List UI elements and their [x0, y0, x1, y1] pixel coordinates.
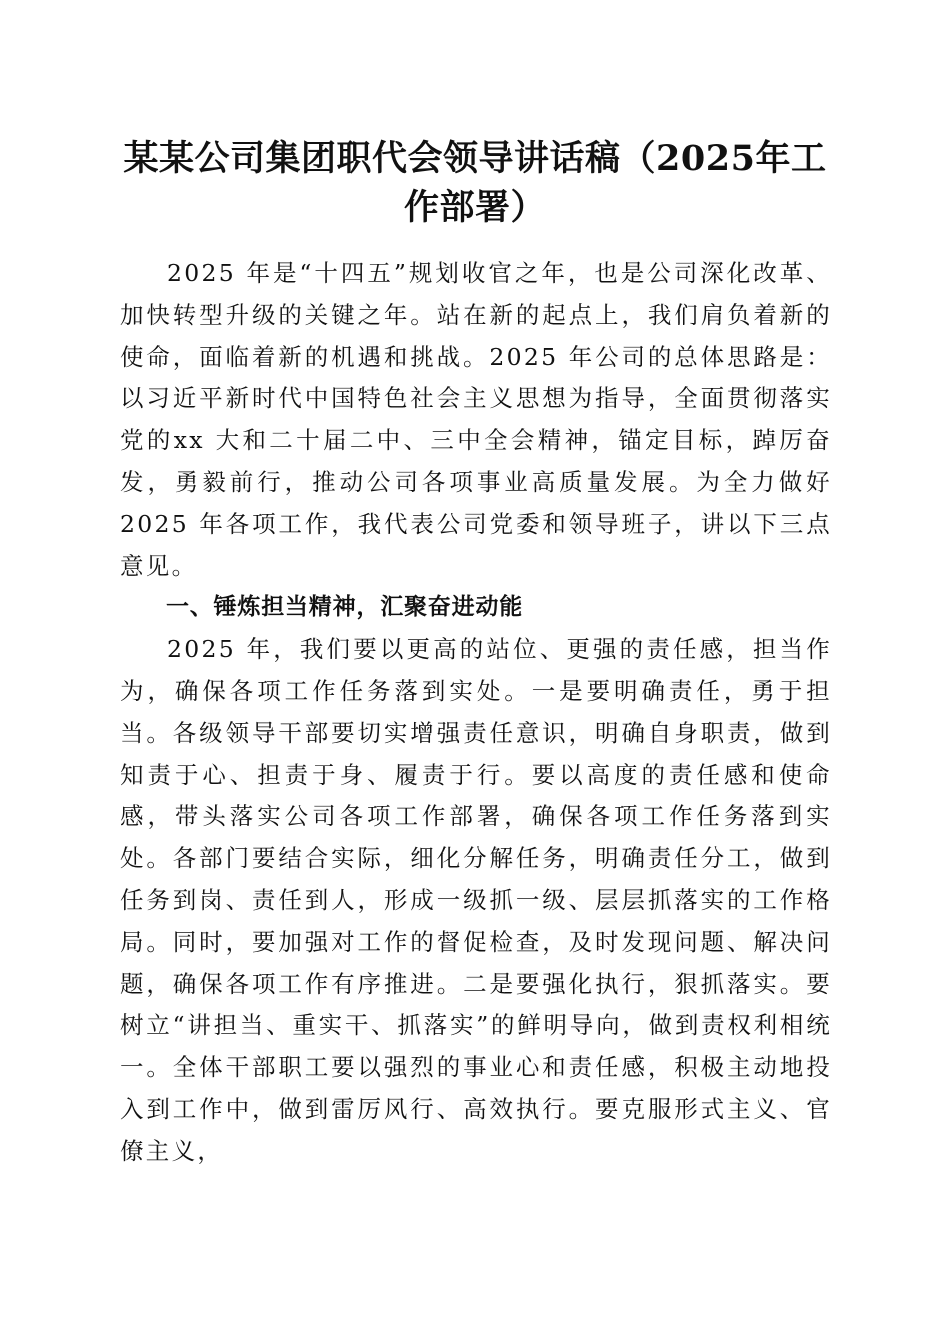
section-heading-1: 一、锤炼担当精神，汇聚奋进动能	[166, 594, 523, 621]
title-line-2: 作部署）	[403, 187, 546, 228]
section-1-paragraph: 2025 年，我们要以更高的站位、更强的责任感，担当作为，确保各项工作任务落到实处。一是要明确责任，勇于担当。各级领导干部要切实增强责任意识，明确自身职责，做到知责于心、担责于身、履责于行。要以高度的责任感和使命感，带头落实公司各项工作部署，确保各项工作任务落到实处。各部门要结合实际，细化分解任务，明确责任分工，做到任务到岗、责任到人，形成一级抓一级、层层抓落实的工作格局。同时，要加强对工作的督促检查，及时发现问题、解决问题，确保各项工作有序推进。二是要强化执行，狠抓落实。要树立“讲担当、重实干、抓落实”的鲜明导向，做到责权利相统一。全体干部职工要以强烈的事业心和责任感，积极主动地投入到工作中，做到雷厉风行、高效执行。要克服形式主义、官僚主义，	[120, 635, 832, 1165]
document-body	[120, 253, 832, 1173]
intro-paragraph: 2025 年是“十四五”规划收官之年，也是公司深化改革、加快转型升级的关键之年。站在新的起点上，我们肩负着新的使命，面临着新的机遇和挑战。2025 年公司的总体思路是：以习近平新时代中国特色社会主义思想为指导，全面贯彻落实党的xx 大和二十届二中、三中全会精神，锚定目标，踔厉奋发，勇毅前行，推动公司各项事业高质量发展。为全力做好 2025 年各项工作，我代表公司党委和领导班子，讲以下三点意见。	[120, 259, 832, 580]
document-title	[118, 134, 832, 232]
title-line-1: 某某公司集团职代会领导讲话稿（2025年工	[123, 138, 827, 179]
